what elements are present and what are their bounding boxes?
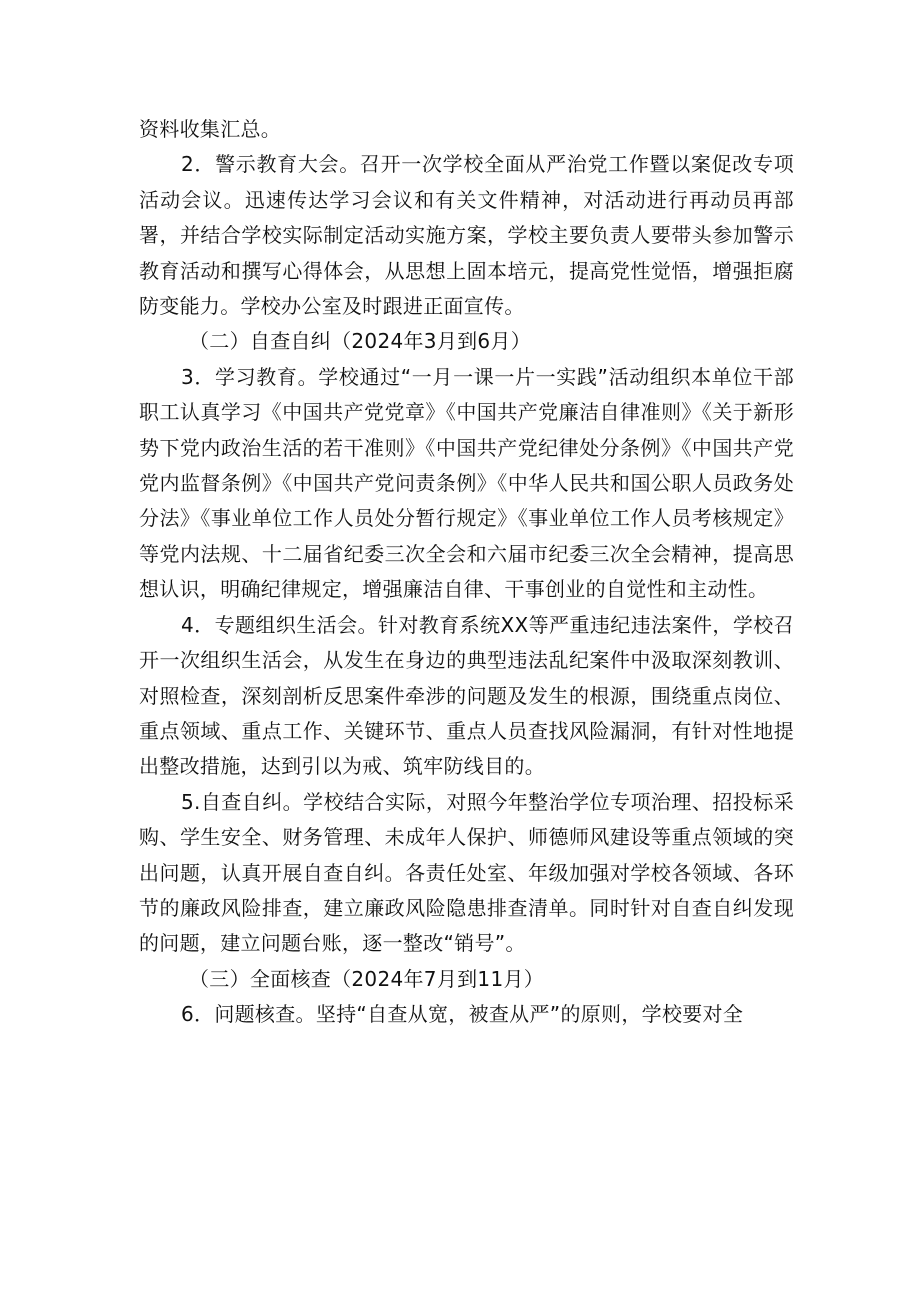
paragraph-item-3: 3．学习教育。学校通过“一月一课一片一实践”活动组织本单位干部职工认真学习《中国共产党党章》《中国共产党廉洁自律准则》《关于新形势下党内政治生活的若干准则》《中国共产党纪律处分条例》《中国共产党党内监督条例》《中国共产党问责条例》《中华人民共和国公职人员政务处分法》《事业单位工作人员处分暂行规定》《事业单位工作人员考核规定》等党内法规、十二届省纪委三次全会和六届市纪委三次全会精神，提高思想认识，明确纪律规定，增强廉洁自律、干事创业的自觉性和主动性。	[139, 364, 794, 602]
document-body	[139, 112, 794, 1033]
paragraph-item-5: 5.自查自纠。学校结合实际，对照今年整治学位专项治理、招投标采购、学生安全、财务管理、未成年人保护、师德师风建设等重点领域的突出问题，认真开展自查自纠。各责任处室、年级加强对学校各领域、各环节的廉政风险排查，建立廉政风险隐患排查清单。同时针对自查自纠发现的问题，建立问题台账，逐一整改“销号”。	[139, 789, 794, 956]
section-heading-3: （三）全面核查（2024年7月到11月）	[189, 966, 545, 991]
paragraph-item-4: 4．专题组织生活会。针对教育系统XX等严重违纪违法案件，学校召开一次组织生活会，从发生在身边的典型违法乱纪案件中汲取深刻教训、对照检查，深刻剖析反思案件牵涉的问题及发生的根源，围绕重点岗位、重点领域、重点工作、关键环节、重点人员查找风险漏洞，有针对性地提出整改措施，达到引以为戒、筑牢防线目的。	[139, 612, 794, 779]
section-heading-2: （二）自查自纠（2024年3月到6月）	[189, 329, 532, 354]
paragraph-item-2: 2．警示教育大会。召开一次学校全面从严治党工作暨以案促改专项活动会议。迅速传达学习会议和有关文件精神，对活动进行再动员再部署，并结合学校实际制定活动实施方案，学校主要负责人要带头参加警示教育活动和撰写心得体会，从思想上固本培元，提高党性觉悟，增强拒腐防变能力。学校办公室及时跟进正面宣传。	[139, 152, 794, 319]
paragraph-item-6: 6．问题核查。坚持“自查从宽，被查从严”的原则，学校要对全	[181, 1002, 744, 1027]
paragraph-continuation: 资料收集汇总。	[139, 117, 282, 141]
